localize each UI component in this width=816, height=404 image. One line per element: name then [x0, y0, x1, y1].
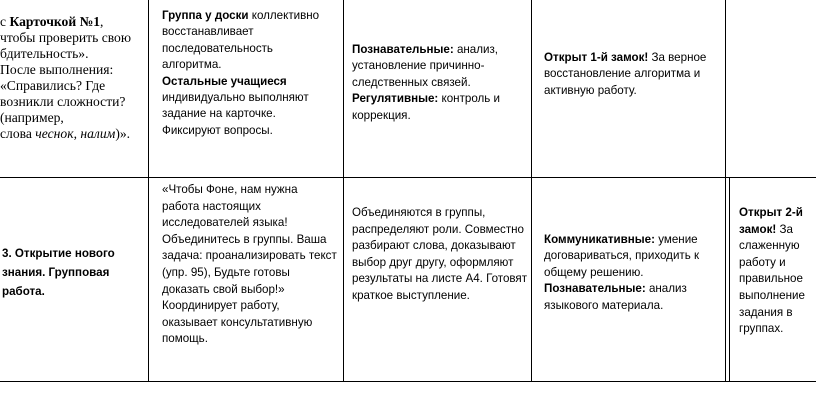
column-divider-5	[729, 177, 730, 382]
row2-col1-heading: 3. Открытие нового знания. Групповая работа.	[2, 247, 115, 298]
row-divider	[0, 177, 816, 178]
row1-col2-text: Группа у доски коллективно восстанавливает последовательность алгоритма. Остальные учащиеся индивидуально выполняют задание на карточке. Фиксируют вопросы.	[162, 9, 320, 137]
table-bottom-border	[0, 381, 816, 382]
row1-col1-text: с Карточкой №1, чтобы проверить свою бдительность». После выполнения: «Справились? Где возникли сложности? (например, слова чеснок, налим)».	[0, 14, 132, 141]
row2-col3-text: Объединяются в группы, распределяют роли. Совместно разбирают слова, доказывают выбор друг другу, оформляют результаты на листе А4. Готовят краткое выступление.	[352, 206, 528, 302]
column-divider-3	[531, 0, 532, 382]
row2-col2-text: «Чтобы Фоне, нам нужна работа настоящих исследователей языка! Объединитесь в группы. Ваша задача: проанализировать текст (упр. 95), Будьте готовы доказать свой выбор!» Координирует работу, оказывает консультативную помощь.	[162, 183, 337, 346]
row1-col3-text: Познавательные: анализ, установление причинно-следственных связей. Регулятивные: контроль и коррекция.	[352, 43, 501, 122]
column-divider-4	[725, 0, 726, 382]
row2-col4-text: Коммуникативные: умение договариваться, приходить к общему решению. Познавательные: анализ языкового материала.	[544, 233, 700, 312]
row1-col4-text: Открыт 1-й замок! За верное восстановление алгоритма и активную работу.	[544, 51, 707, 97]
column-divider-1	[148, 0, 149, 382]
row2-col5-text: Открыт 2-й замок! За слаженную работу и правильное выполнение задания в группах.	[739, 206, 805, 336]
column-divider-2	[343, 0, 344, 382]
